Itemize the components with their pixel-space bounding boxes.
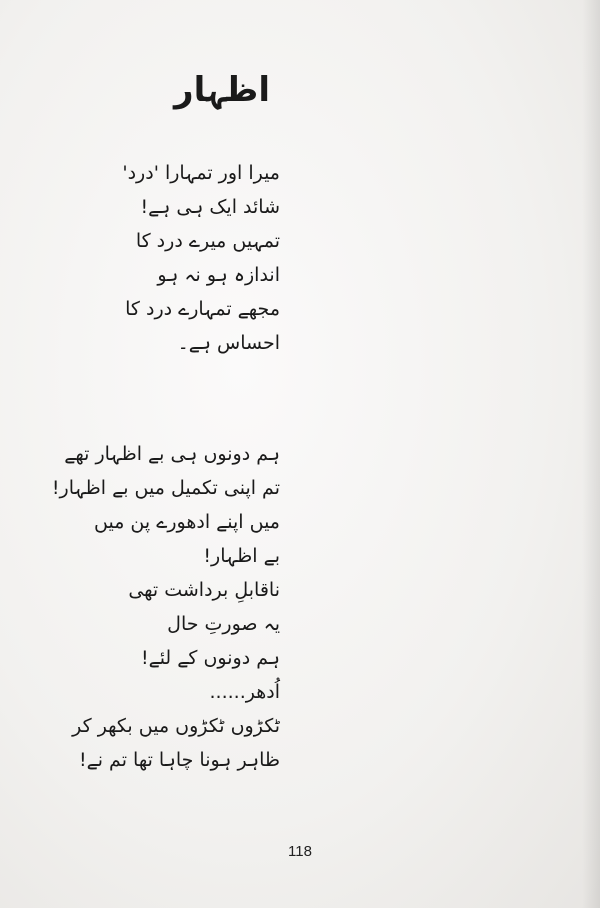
poem-line: میں اپنے ادھورے پن میں [94, 511, 280, 533]
poem-line: بے اظہار! [203, 545, 280, 567]
poem-line: ظاہر ہونا چاہا تھا تم نے! [78, 749, 280, 771]
poem-line: تمہیں میرے درد کا [135, 230, 280, 252]
poem-stanza-1 [122, 156, 280, 360]
poem-line: یہ صورتِ حال [167, 613, 280, 635]
poem-stanza-2 [52, 437, 280, 777]
poem-line: شائد ایک ہی ہے! [140, 196, 280, 218]
poem-line: ہم دونوں کے لئے! [140, 647, 280, 669]
poem-line: ناقابلِ برداشت تھی [128, 579, 280, 601]
poem-line: تم اپنی تکمیل میں بے اظہار! [51, 477, 280, 499]
page-number: 118 [288, 843, 312, 860]
poem-line: ٹکڑوں ٹکڑوں میں بکھر کر [72, 715, 280, 737]
poem-line: ہم دونوں ہی بے اظہار تھے [64, 443, 280, 465]
poem-line: احساس ہے۔ [177, 332, 280, 354]
page-edge-shadow [582, 0, 600, 908]
poem-line: میرا اور تمہارا 'درد' [122, 162, 280, 184]
poem-line: اُدھر...... [209, 681, 280, 703]
poem-line: مجھے تمہارے درد کا [125, 298, 280, 320]
poem-title: اظہار [174, 70, 270, 110]
poem-line: اندازہ ہو نہ ہو [157, 264, 280, 286]
